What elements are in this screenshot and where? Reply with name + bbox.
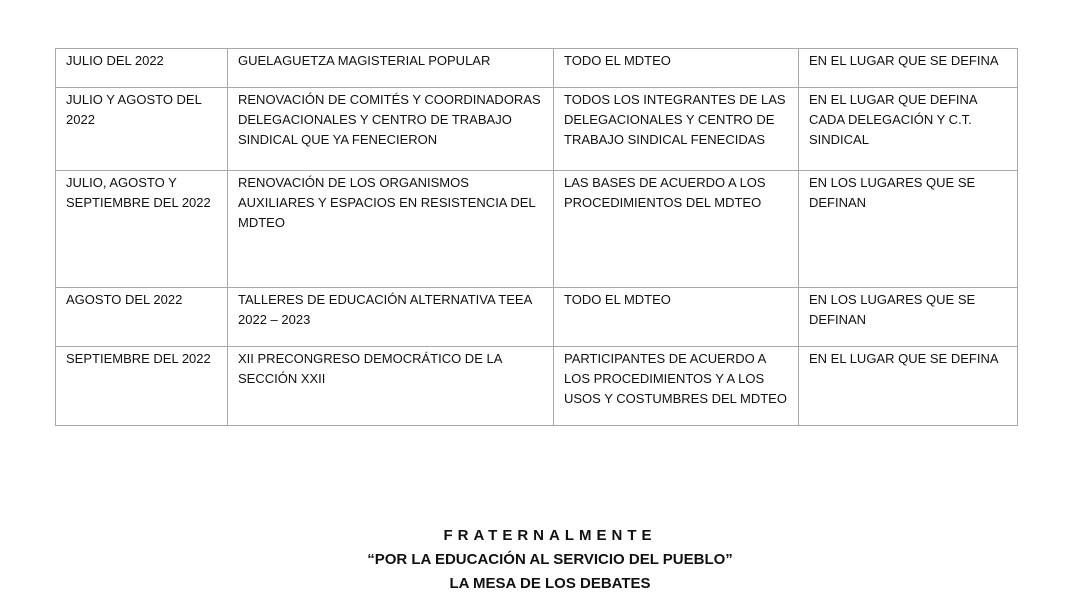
- participants-cell: TODOS LOS INTEGRANTES DE LAS DELEGACIONALES Y CENTRO DE TRABAJO SINDICAL FENECIDAS: [554, 88, 799, 171]
- location-cell: EN EL LUGAR QUE SE DEFINA: [799, 49, 1018, 88]
- table-row: [56, 288, 1018, 347]
- activity-cell: XII PRECONGRESO DEMOCRÁTICO DE LA SECCIÓN XXII: [228, 347, 554, 426]
- date-cell: JULIO Y AGOSTO DEL 2022: [56, 88, 228, 171]
- participants-cell: PARTICIPANTES DE ACUERDO A LOS PROCEDIMIENTOS Y A LOS USOS Y COSTUMBRES DEL MDTEO: [554, 347, 799, 426]
- table-row: [56, 88, 1018, 171]
- location-cell: EN EL LUGAR QUE DEFINA CADA DELEGACIÓN Y C.T. SINDICAL: [799, 88, 1018, 171]
- participants-cell: LAS BASES DE ACUERDO A LOS PROCEDIMIENTOS DEL MDTEO: [554, 171, 799, 288]
- activity-cell: RENOVACIÓN DE COMITÉS Y COORDINADORAS DELEGACIONALES Y CENTRO DE TRABAJO SINDICAL QUE YA FENECIERON: [228, 88, 554, 171]
- activity-cell: RENOVACIÓN DE LOS ORGANISMOS AUXILIARES Y ESPACIOS EN RESISTENCIA DEL MDTEO: [228, 171, 554, 288]
- activity-cell: GUELAGUETZA MAGISTERIAL POPULAR: [228, 49, 554, 88]
- motto: “POR LA EDUCACIÓN AL SERVICIO DEL PUEBLO”: [367, 551, 733, 568]
- date-cell: AGOSTO DEL 2022: [56, 288, 228, 347]
- salutation: FRATERNALMENTE: [443, 527, 657, 544]
- date-cell: JULIO DEL 2022: [56, 49, 228, 88]
- participants-cell: TODO EL MDTEO: [554, 49, 799, 88]
- location-cell: EN LOS LUGARES QUE SE DEFINAN: [799, 288, 1018, 347]
- date-cell: SEPTIEMBRE DEL 2022: [56, 347, 228, 426]
- activities-schedule-table: [55, 48, 1018, 426]
- location-cell: EN EL LUGAR QUE SE DEFINA: [799, 347, 1018, 426]
- closing-block: [0, 524, 1068, 596]
- location-cell: EN LOS LUGARES QUE SE DEFINAN: [799, 171, 1018, 288]
- table-row: [56, 49, 1018, 88]
- participants-cell: TODO EL MDTEO: [554, 288, 799, 347]
- date-cell: JULIO, AGOSTO Y SEPTIEMBRE DEL 2022: [56, 171, 228, 288]
- table-row: [56, 347, 1018, 426]
- signature-line: LA MESA DE LOS DEBATES: [449, 575, 651, 592]
- activity-cell: TALLERES DE EDUCACIÓN ALTERNATIVA TEEA 2022 – 2023: [228, 288, 554, 347]
- table-row: [56, 171, 1018, 288]
